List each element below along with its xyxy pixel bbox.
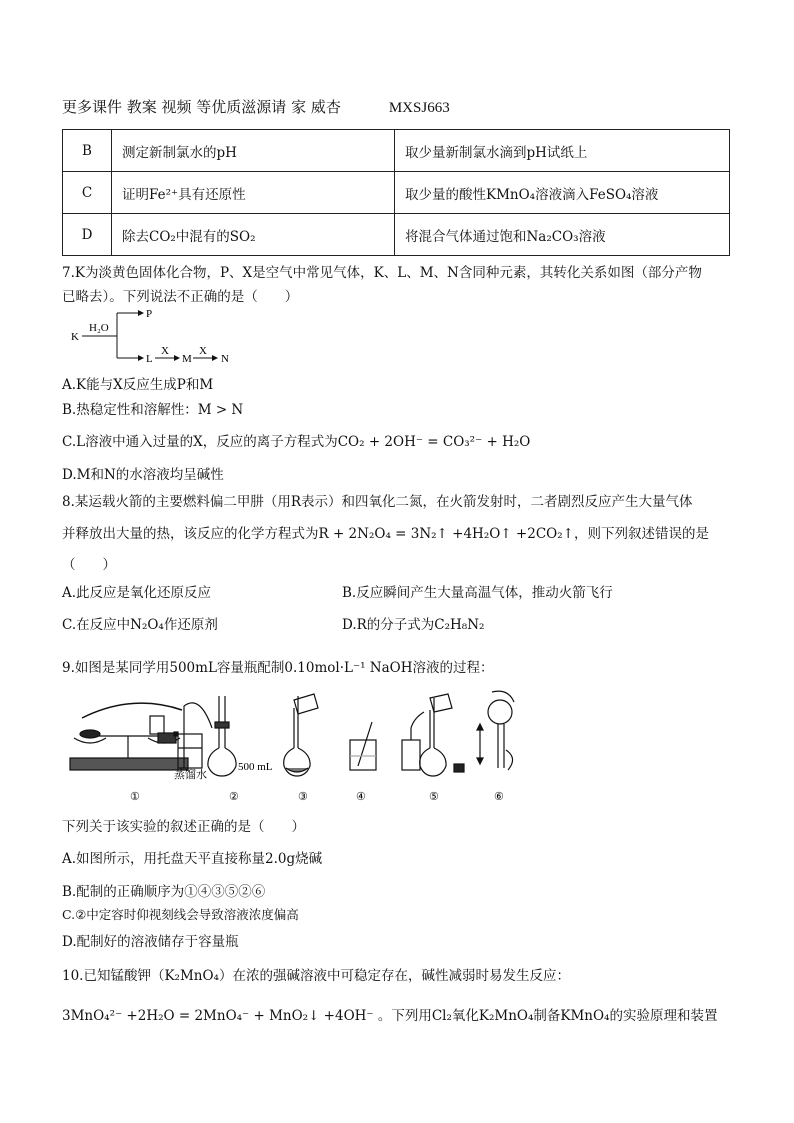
table-row [63,130,730,172]
diagram-P: P [146,308,153,320]
options-table [62,129,730,256]
table-row [63,214,730,256]
row-key: C [63,172,112,214]
row-key: D [63,214,112,256]
row-method: 取少量新制氯水滴到pH试纸上 [395,130,730,172]
q7-option-c: C.L溶液中通入过量的X，反应的离子方程式为CO₂ + 2OH⁻ = CO₃²⁻ + H₂O [62,434,531,450]
q8-stem-line3: （ ） [62,557,116,573]
step-2-number: ② [229,791,239,803]
q8-option-c: C.在反应中N₂O₄作还原剂 [62,617,218,633]
q9-option-a: A.如图所示，用托盘天平直接称量2.0g烧碱 [62,851,323,867]
diagram-X1: X [161,345,169,357]
diagram-M: M [182,353,192,365]
dissolve-illustration [350,722,376,770]
step-3-number: ③ [298,791,308,803]
label-500ml: 500 mL [238,761,273,773]
q8-option-a: A.此反应是氧化还原反应 [62,585,212,601]
step-6-number: ⑥ [494,791,504,803]
balance-illustration [70,703,212,770]
row-key: B [63,130,112,172]
q7-transformation-diagram [62,304,262,366]
row-purpose: 除去CO₂中混有的SO₂ [112,214,395,256]
diagram-L: L [146,353,153,365]
q7-option-d: D.M和N的水溶液均呈碱性 [62,467,224,483]
q7-stem-line1: 7.K为淡黄色固体化合物，P、X是空气中常见气体，K、L、M、N含同种元素，其转化关系如图（部分产物 [62,265,702,281]
q8-option-b: B.反应瞬间产生大量高温气体，推动火箭飞行 [342,585,613,601]
row-purpose: 测定新制氯水的pH [112,130,395,172]
q9-option-b: B.配制的正确顺序为①④③⑤②⑥ [62,884,266,900]
header-code: MXSJ663 [388,100,450,116]
row-purpose: 证明Fe²⁺具有还原性 [112,172,395,214]
diagram-H2O: H₂O [89,322,109,334]
invert-illustration [477,691,514,770]
page-header [62,96,450,117]
q7-option-a: A.K能与X反应生成P和M [62,377,214,393]
wash-illustration [402,694,464,776]
q8-stem-line2: 并释放出大量的热，该反应的化学方程式为R + 2N₂O₄ = 3N₂↑ +4H₂O↑ +2CO₂↑，则下列叙述错误的是 [62,526,709,542]
q7-option-b: B.热稳定性和溶解性：M > N [62,402,244,418]
diagram-N: N [221,353,229,365]
header-text: 更多课件 教案 视频 等优质滋源请 家 威杏 [62,98,341,116]
label-distilled-water: 蒸馏水 [174,769,207,781]
table-row [63,172,730,214]
step-5-number: ⑤ [429,791,439,803]
transfer-illustration [284,694,318,776]
q9-experiment-figure [62,688,532,806]
volumetric-flask-illustration [208,696,236,776]
step-4-number: ④ [356,791,366,803]
row-method: 将混合气体通过饱和Na₂CO₃溶液 [395,214,730,256]
q10-stem-line2: 3MnO₄²⁻ +2H₂O = 2MnO₄⁻ + MnO₂↓ +4OH⁻ 。下列用Cl₂氧化K₂MnO₄制备KMnO₄的实验原理和装置 [62,1008,718,1024]
diagram-K: K [71,331,79,343]
diagram-X2: X [199,345,207,357]
row-method: 取少量的酸性KMnO₄溶液滴入FeSO₄溶液 [395,172,730,214]
q8-option-d: D.R的分子式为C₂H₈N₂ [342,617,485,633]
q8-stem-line1: 8.某运载火箭的主要燃料偏二甲肼（用R表示）和四氧化二氮，在火箭发射时，二者剧烈反应产生大量气体 [62,494,693,510]
q9-option-c: C.②中定容时仰视刻线会导致溶液浓度偏高 [62,907,299,922]
q7-stem-line2: 已略去）。下列说法不正确的是（ ） [62,289,299,305]
step-1-number: ① [130,791,140,803]
q9-option-d: D.配制好的溶液储存于容量瓶 [62,934,239,950]
q9-stem: 9.如图是某同学用500mL容量瓶配制0.10mol·L⁻¹ NaOH溶液的过程： [62,660,494,676]
q10-stem-line1: 10.已知锰酸钾（K₂MnO₄）在浓的强碱溶液中可稳定存在，碱性减弱时易发生反应： [62,968,570,984]
q9-question: 下列关于该实验的叙述正确的是（ ） [62,819,305,835]
